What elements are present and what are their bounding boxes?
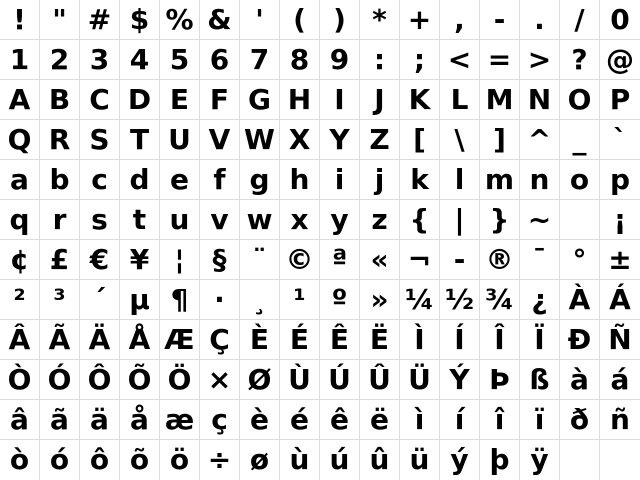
glyph-cell[interactable]: x	[280, 200, 320, 240]
glyph-cell[interactable]: ¨	[240, 240, 280, 280]
glyph-cell[interactable]: ¡	[600, 200, 640, 240]
glyph-cell[interactable]: q	[0, 200, 40, 240]
glyph-cell[interactable]: c	[80, 160, 120, 200]
glyph-cell[interactable]: g	[240, 160, 280, 200]
glyph-cell[interactable]: ®	[480, 240, 520, 280]
glyph-cell[interactable]: Ö	[160, 360, 200, 400]
glyph-cell[interactable]: á	[600, 360, 640, 400]
glyph-cell[interactable]: Ø	[240, 360, 280, 400]
glyph-cell[interactable]: i	[320, 160, 360, 200]
glyph-cell[interactable]: ½	[440, 280, 480, 320]
glyph-cell[interactable]: $	[120, 0, 160, 40]
glyph-cell[interactable]: `	[600, 120, 640, 160]
glyph-cell[interactable]: .	[520, 0, 560, 40]
glyph-cell[interactable]: <	[440, 40, 480, 80]
glyph-cell[interactable]: è	[240, 400, 280, 440]
glyph-cell[interactable]: }	[480, 200, 520, 240]
glyph-cell[interactable]: ~	[520, 200, 560, 240]
glyph-cell[interactable]: «	[360, 240, 400, 280]
glyph-cell[interactable]: D	[120, 80, 160, 120]
glyph-cell[interactable]: ü	[400, 440, 440, 480]
glyph-cell[interactable]: ã	[40, 400, 80, 440]
glyph-cell[interactable]: ù	[280, 440, 320, 480]
glyph-cell[interactable]: ì	[400, 400, 440, 440]
glyph-cell[interactable]: Î	[480, 320, 520, 360]
glyph-cell[interactable]: ú	[320, 440, 360, 480]
glyph-cell[interactable]: '	[240, 0, 280, 40]
glyph-cell[interactable]: m	[480, 160, 520, 200]
glyph-cell[interactable]: j	[360, 160, 400, 200]
glyph-cell[interactable]: 6	[200, 40, 240, 80]
glyph-cell[interactable]: €	[80, 240, 120, 280]
glyph-cell[interactable]: ¶	[160, 280, 200, 320]
glyph-cell[interactable]: í	[440, 400, 480, 440]
glyph-cell[interactable]: Å	[120, 320, 160, 360]
glyph-cell[interactable]: ä	[80, 400, 120, 440]
glyph-cell[interactable]: d	[120, 160, 160, 200]
glyph-cell[interactable]: -	[480, 0, 520, 40]
glyph-cell[interactable]: §	[200, 240, 240, 280]
glyph-cell[interactable]: ¦	[160, 240, 200, 280]
glyph-cell[interactable]: ê	[320, 400, 360, 440]
glyph-cell[interactable]: þ	[480, 440, 520, 480]
glyph-cell[interactable]: Ó	[40, 360, 80, 400]
glyph-cell[interactable]: Ñ	[600, 320, 640, 360]
glyph-cell[interactable]: y	[320, 200, 360, 240]
glyph-cell[interactable]: î	[480, 400, 520, 440]
glyph-cell[interactable]: »	[360, 280, 400, 320]
glyph-cell[interactable]: ñ	[600, 400, 640, 440]
glyph-cell[interactable]: n	[520, 160, 560, 200]
glyph-cell[interactable]: +	[400, 0, 440, 40]
glyph-cell[interactable]: %	[160, 0, 200, 40]
glyph-cell[interactable]: o	[560, 160, 600, 200]
glyph-cell[interactable]: ¥	[120, 240, 160, 280]
glyph-cell[interactable]: â	[0, 400, 40, 440]
glyph-cell[interactable]: ë	[360, 400, 400, 440]
glyph-cell	[560, 200, 600, 240]
glyph-cell[interactable]: Ù	[280, 360, 320, 400]
glyph-cell[interactable]: ÿ	[520, 440, 560, 480]
glyph-cell[interactable]: U	[160, 120, 200, 160]
glyph-cell[interactable]: (	[280, 0, 320, 40]
glyph-cell[interactable]: Ú	[320, 360, 360, 400]
glyph-cell[interactable]: 5	[160, 40, 200, 80]
glyph-cell[interactable]: ý	[440, 440, 480, 480]
glyph-cell[interactable]: Z	[360, 120, 400, 160]
glyph-cell[interactable]: ¯	[520, 240, 560, 280]
glyph-cell[interactable]: ß	[520, 360, 560, 400]
glyph-cell[interactable]: r	[40, 200, 80, 240]
glyph-cell[interactable]: ¼	[400, 280, 440, 320]
glyph-cell[interactable]: Ü	[400, 360, 440, 400]
glyph-cell[interactable]: 9	[320, 40, 360, 80]
glyph-cell[interactable]: ,	[440, 0, 480, 40]
glyph-cell[interactable]: {	[400, 200, 440, 240]
glyph-cell[interactable]: ó	[40, 440, 80, 480]
glyph-cell[interactable]: =	[480, 40, 520, 80]
glyph-cell[interactable]: M	[480, 80, 520, 120]
glyph-cell[interactable]: Þ	[480, 360, 520, 400]
glyph-cell[interactable]: l	[440, 160, 480, 200]
glyph-cell[interactable]: ç	[200, 400, 240, 440]
glyph-cell[interactable]: û	[360, 440, 400, 480]
glyph-cell[interactable]: [	[400, 120, 440, 160]
glyph-cell[interactable]: B	[40, 80, 80, 120]
glyph-cell[interactable]: ±	[600, 240, 640, 280]
glyph-cell[interactable]: 3	[80, 40, 120, 80]
glyph-cell[interactable]: Ç	[200, 320, 240, 360]
glyph-cell[interactable]: F	[200, 80, 240, 120]
glyph-cell[interactable]: C	[80, 80, 120, 120]
glyph-cell[interactable]: ª	[320, 240, 360, 280]
glyph-cell[interactable]: Õ	[120, 360, 160, 400]
glyph-cell[interactable]: z	[360, 200, 400, 240]
glyph-cell[interactable]: P	[600, 80, 640, 120]
glyph-cell[interactable]: k	[400, 160, 440, 200]
glyph-cell[interactable]: °	[560, 240, 600, 280]
glyph-cell[interactable]: p	[600, 160, 640, 200]
glyph-cell[interactable]: t	[120, 200, 160, 240]
glyph-cell[interactable]: *	[360, 0, 400, 40]
glyph-cell[interactable]: u	[160, 200, 200, 240]
glyph-cell[interactable]: ©	[280, 240, 320, 280]
glyph-cell[interactable]: £	[40, 240, 80, 280]
glyph-cell[interactable]: h	[280, 160, 320, 200]
glyph-cell[interactable]: å	[120, 400, 160, 440]
glyph-cell[interactable]: W	[240, 120, 280, 160]
glyph-cell[interactable]: ð	[560, 400, 600, 440]
glyph-cell[interactable]: V	[200, 120, 240, 160]
glyph-cell[interactable]: ô	[80, 440, 120, 480]
glyph-cell[interactable]: Ï	[520, 320, 560, 360]
glyph-cell[interactable]: Í	[440, 320, 480, 360]
glyph-cell[interactable]: æ	[160, 400, 200, 440]
glyph-cell[interactable]: Á	[600, 280, 640, 320]
glyph-cell[interactable]: ¢	[0, 240, 40, 280]
glyph-cell[interactable]: E	[160, 80, 200, 120]
glyph-cell[interactable]: !	[0, 0, 40, 40]
glyph-cell[interactable]: ¹	[280, 280, 320, 320]
glyph-cell[interactable]: w	[240, 200, 280, 240]
glyph-cell[interactable]: ï	[520, 400, 560, 440]
glyph-cell[interactable]: 7	[240, 40, 280, 80]
glyph-cell[interactable]: |	[440, 200, 480, 240]
glyph-cell[interactable]: õ	[120, 440, 160, 480]
glyph-cell[interactable]: H	[280, 80, 320, 120]
glyph-cell[interactable]: Ò	[0, 360, 40, 400]
glyph-cell[interactable]: 1	[0, 40, 40, 80]
glyph-cell[interactable]: ÷	[200, 440, 240, 480]
glyph-cell	[600, 440, 640, 480]
glyph-cell[interactable]: ´	[80, 280, 120, 320]
glyph-cell[interactable]: µ	[120, 280, 160, 320]
glyph-cell[interactable]: v	[200, 200, 240, 240]
glyph-cell[interactable]: 4	[120, 40, 160, 80]
glyph-cell[interactable]: @	[600, 40, 640, 80]
glyph-cell[interactable]: K	[400, 80, 440, 120]
glyph-cell[interactable]: A	[0, 80, 40, 120]
glyph-cell[interactable]: S	[80, 120, 120, 160]
glyph-cell[interactable]: &	[200, 0, 240, 40]
glyph-cell[interactable]: _	[560, 120, 600, 160]
glyph-cell[interactable]: ø	[240, 440, 280, 480]
glyph-cell[interactable]: É	[280, 320, 320, 360]
glyph-cell[interactable]: L	[440, 80, 480, 120]
glyph-cell[interactable]: ¿	[520, 280, 560, 320]
glyph-cell[interactable]: ö	[160, 440, 200, 480]
glyph-cell	[560, 440, 600, 480]
glyph-cell[interactable]: f	[200, 160, 240, 200]
glyph-cell[interactable]: #	[80, 0, 120, 40]
glyph-cell[interactable]: Y	[320, 120, 360, 160]
glyph-cell[interactable]: È	[240, 320, 280, 360]
glyph-cell[interactable]: >	[520, 40, 560, 80]
glyph-cell[interactable]: ·	[200, 280, 240, 320]
glyph-cell[interactable]: ×	[200, 360, 240, 400]
glyph-cell[interactable]: s	[80, 200, 120, 240]
glyph-cell[interactable]: /	[560, 0, 600, 40]
glyph-cell[interactable]: ]	[480, 120, 520, 160]
glyph-cell[interactable]: Æ	[160, 320, 200, 360]
glyph-cell[interactable]: a	[0, 160, 40, 200]
glyph-cell[interactable]: Ê	[320, 320, 360, 360]
glyph-cell[interactable]: Ä	[80, 320, 120, 360]
glyph-cell[interactable]: 2	[40, 40, 80, 80]
glyph-cell[interactable]: Ý	[440, 360, 480, 400]
glyph-cell[interactable]: Ð	[560, 320, 600, 360]
glyph-cell[interactable]: J	[360, 80, 400, 120]
glyph-cell[interactable]: e	[160, 160, 200, 200]
glyph-cell[interactable]: º	[320, 280, 360, 320]
glyph-cell[interactable]: T	[120, 120, 160, 160]
glyph-cell[interactable]: Ã	[40, 320, 80, 360]
glyph-cell[interactable]: I	[320, 80, 360, 120]
glyph-cell[interactable]: Ë	[360, 320, 400, 360]
glyph-cell[interactable]: X	[280, 120, 320, 160]
glyph-cell[interactable]: Â	[0, 320, 40, 360]
glyph-cell[interactable]: \	[440, 120, 480, 160]
glyph-cell[interactable]: Ì	[400, 320, 440, 360]
glyph-cell[interactable]: Q	[0, 120, 40, 160]
glyph-cell[interactable]: 8	[280, 40, 320, 80]
glyph-cell[interactable]: ¸	[240, 280, 280, 320]
glyph-cell[interactable]: ²	[0, 280, 40, 320]
glyph-cell[interactable]: ;	[400, 40, 440, 80]
glyph-cell[interactable]: ¾	[480, 280, 520, 320]
glyph-cell[interactable]: 0	[600, 0, 640, 40]
glyph-cell[interactable]: ¬	[400, 240, 440, 280]
glyph-cell[interactable]: R	[40, 120, 80, 160]
glyph-cell[interactable]: ³	[40, 280, 80, 320]
glyph-cell[interactable]: b	[40, 160, 80, 200]
glyph-cell[interactable]: "	[40, 0, 80, 40]
glyph-cell[interactable]: Ô	[80, 360, 120, 400]
glyph-cell[interactable]: ?	[560, 40, 600, 80]
glyph-cell[interactable]: é	[280, 400, 320, 440]
glyph-cell[interactable]: ò	[0, 440, 40, 480]
glyph-cell[interactable]: À	[560, 280, 600, 320]
glyph-cell[interactable]: O	[560, 80, 600, 120]
glyph-cell[interactable]: )	[320, 0, 360, 40]
glyph-cell[interactable]: à	[560, 360, 600, 400]
glyph-cell[interactable]: N	[520, 80, 560, 120]
glyph-cell[interactable]: -	[440, 240, 480, 280]
glyph-cell[interactable]: Û	[360, 360, 400, 400]
glyph-cell[interactable]: G	[240, 80, 280, 120]
glyph-cell[interactable]: :	[360, 40, 400, 80]
glyph-cell[interactable]: ^	[520, 120, 560, 160]
